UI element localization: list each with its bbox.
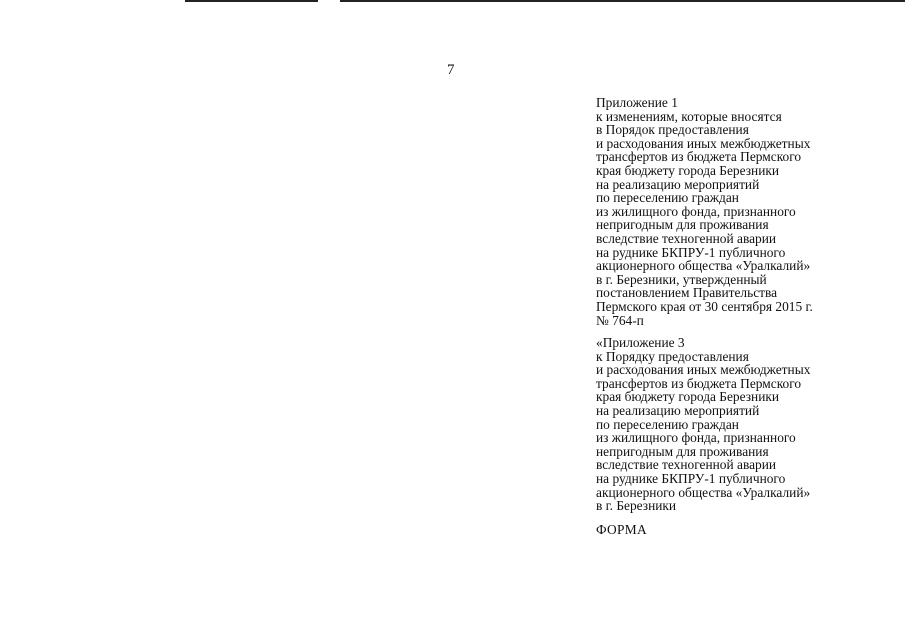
appendix-3-header <box>596 336 810 513</box>
appendix-3-line: по переселению граждан <box>596 416 739 432</box>
appendix-1-line: в г. Березники, утвержденный <box>596 271 767 287</box>
page-number: 7 <box>447 62 455 78</box>
appendix-1-line: № 764-п <box>596 312 644 328</box>
appendix-3-line: непригодным для проживания <box>596 443 769 459</box>
appendix-1-line: на реализацию мероприятий <box>596 176 760 192</box>
appendix-3-line: акционерного общества «Уралкалий» <box>596 484 811 500</box>
appendix-3-line: к Порядку предоставления <box>596 348 749 364</box>
appendix-1-line: непригодным для проживания <box>596 217 769 233</box>
appendix-1-line: края бюджету города Березники <box>596 162 780 178</box>
appendix-1-line: Пермского края от 30 сентября 2015 г. <box>596 298 813 314</box>
form-label: ФОРМА <box>596 522 647 537</box>
appendix-3-line: трансфертов из бюджета Пермского <box>596 375 802 391</box>
top-border-gap <box>318 0 340 2</box>
appendix-1-line: в Порядок предоставления <box>596 122 749 138</box>
appendix-1-line: на руднике БКПРУ-1 публичного <box>596 244 786 260</box>
appendix-1-line: из жилищного фонда, признанного <box>596 203 796 219</box>
appendix-3-line: вследствие техногенной аварии <box>596 457 777 473</box>
appendix-3-line: и расходования иных межбюджетных <box>596 362 811 378</box>
appendix-1-line: к изменениям, которые вносятся <box>596 108 782 124</box>
appendix-1-line: Приложение 1 <box>596 95 678 110</box>
appendix-3-line: края бюджету города Березники <box>596 389 780 405</box>
appendix-3-line: на руднике БКПРУ-1 публичного <box>596 470 786 486</box>
appendix-1-line: вследствие техногенной аварии <box>596 230 777 246</box>
appendix-3-line: в г. Березники <box>596 498 677 514</box>
appendix-1-line: по переселению граждан <box>596 190 739 206</box>
appendix-1-line: трансфертов из бюджета Пермского <box>596 149 802 165</box>
appendix-1-line: постановлением Правительства <box>596 285 778 301</box>
appendix-1-line: акционерного общества «Уралкалий» <box>596 258 811 274</box>
appendix-1-line: и расходования иных межбюджетных <box>596 135 811 151</box>
appendix-1-header <box>596 96 813 327</box>
appendix-3-line: «Приложение 3 <box>596 335 685 350</box>
appendix-3-line: из жилищного фонда, признанного <box>596 430 796 446</box>
appendix-3-line: на реализацию мероприятий <box>596 402 760 418</box>
top-border-line <box>185 0 905 2</box>
